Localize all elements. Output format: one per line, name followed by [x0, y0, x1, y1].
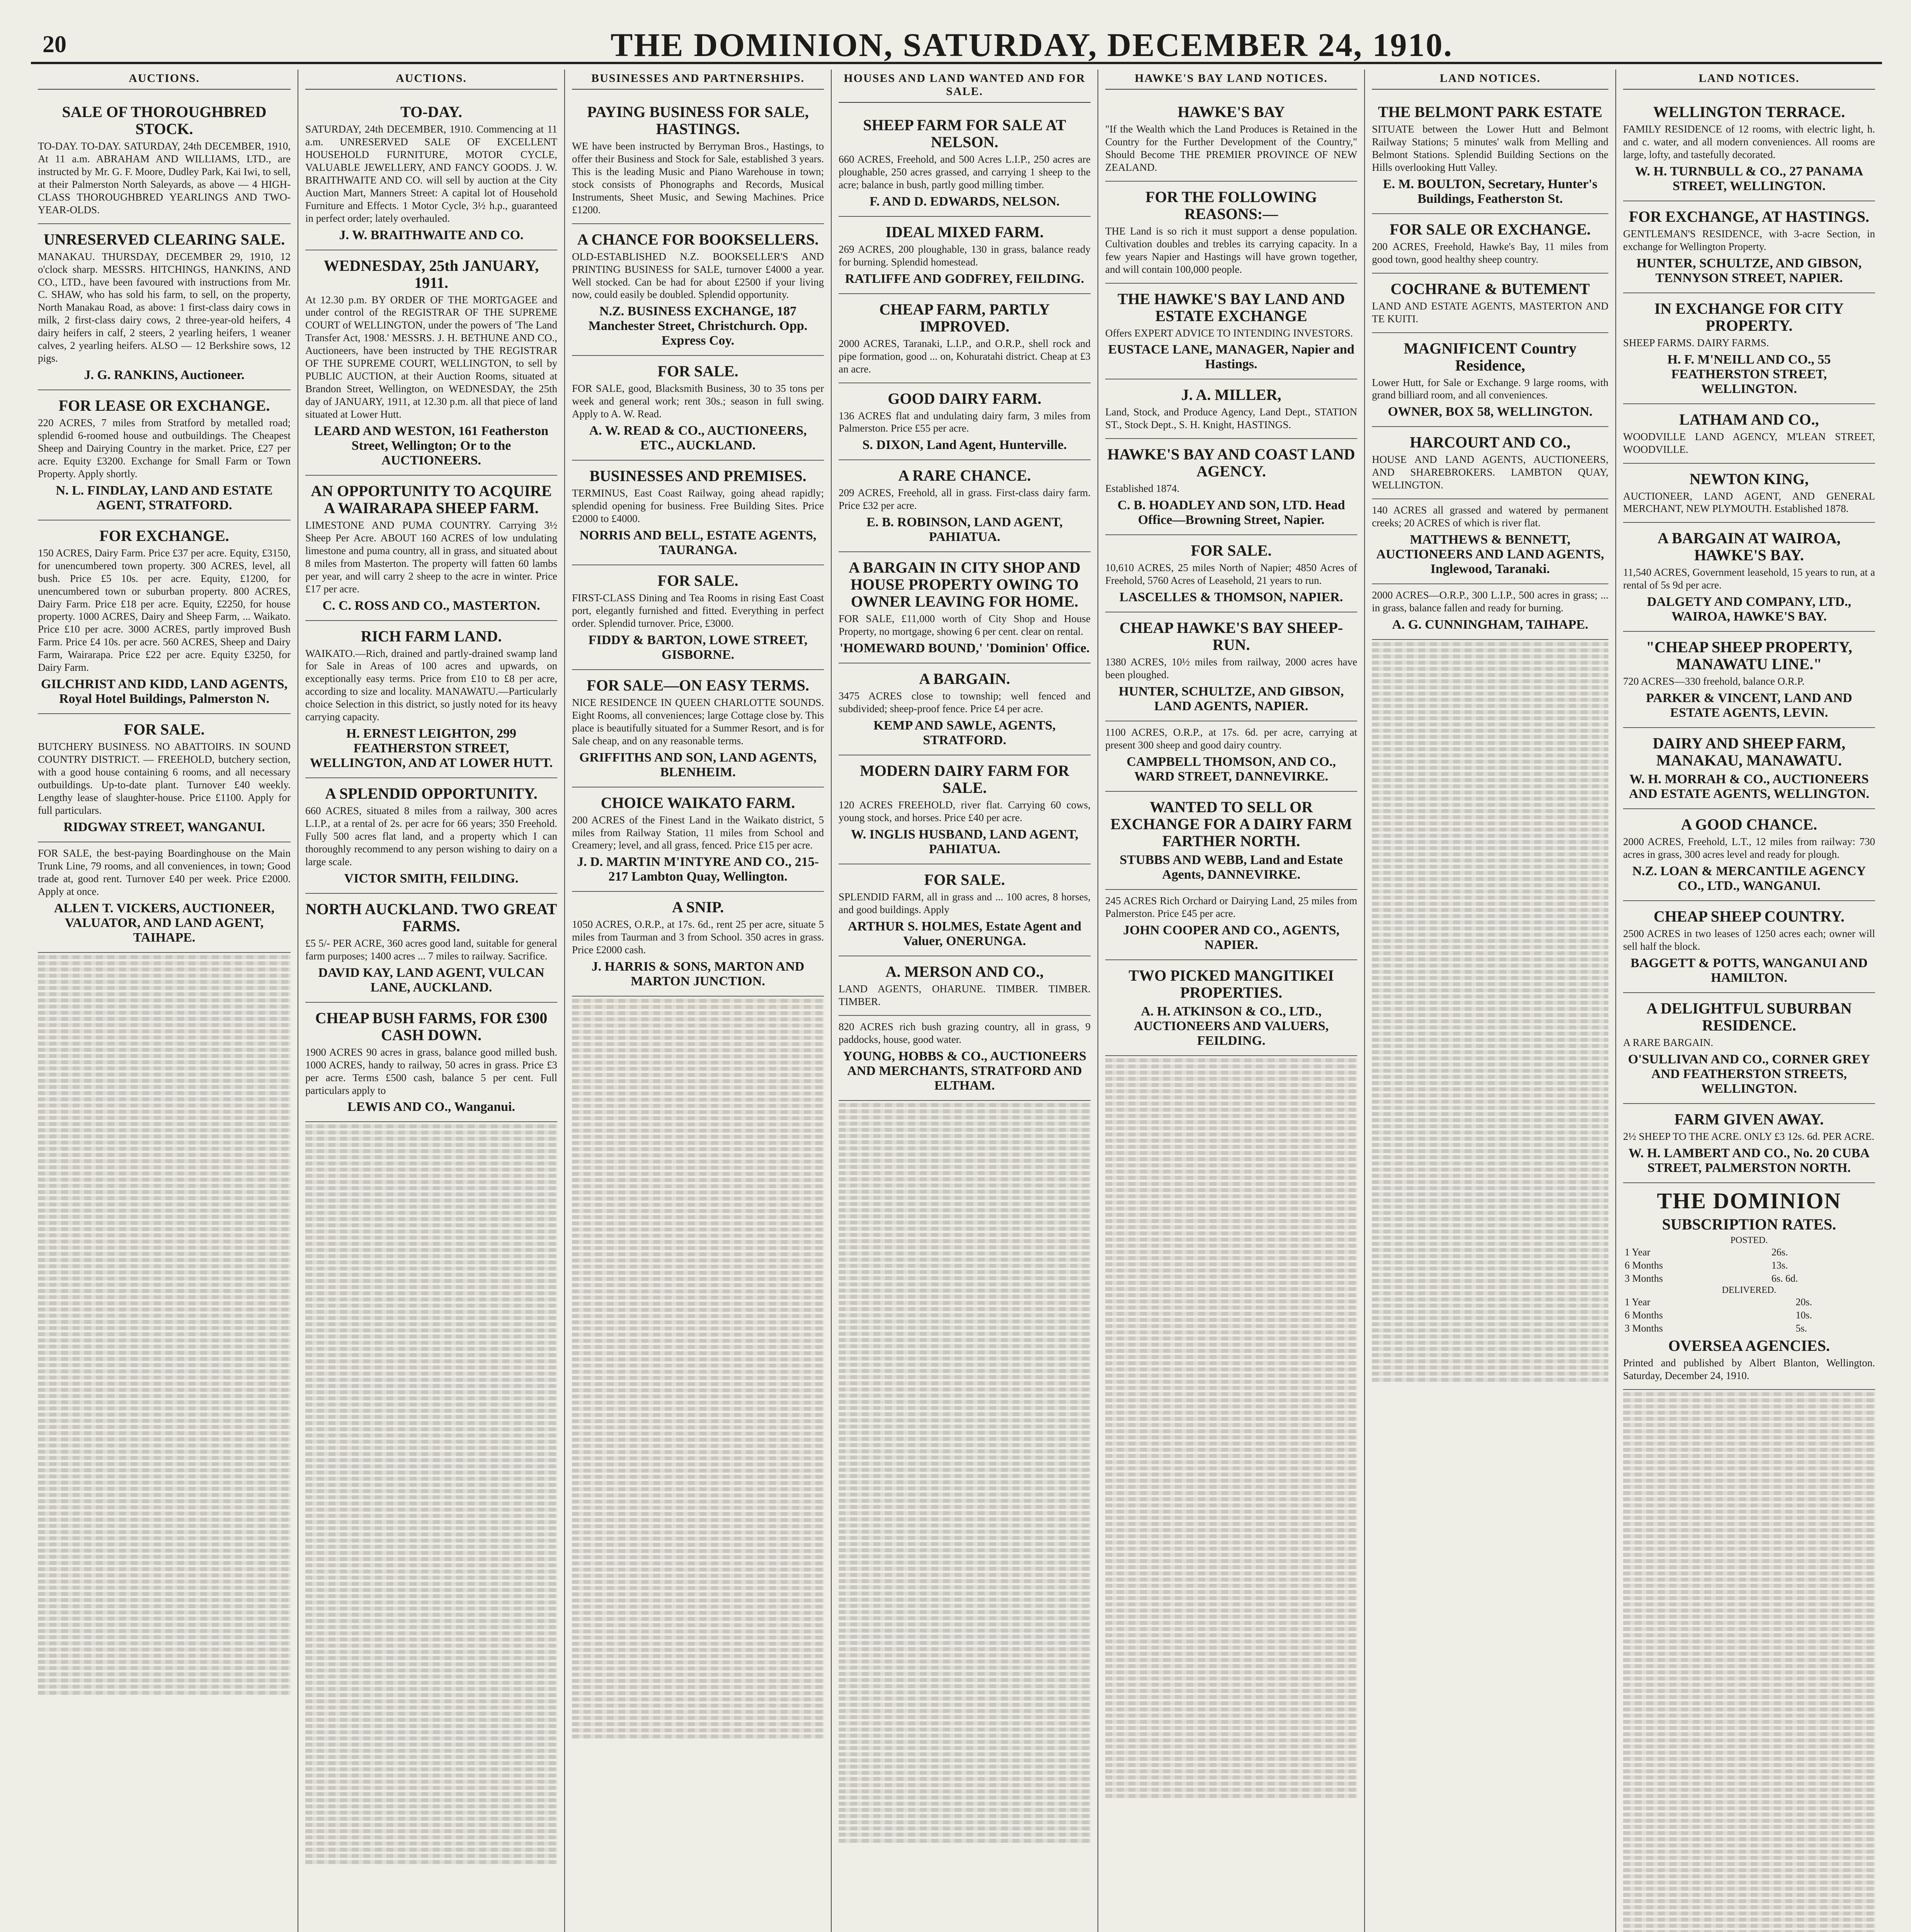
ad-title: CHEAP HAWKE'S BAY SHEEP-RUN.: [1119, 619, 1343, 654]
ad-signature: RATLIFFE AND GODFREY, FEILDING.: [845, 271, 1084, 286]
ad-body: BUTCHERY BUSINESS. NO ABATTOIRS. IN SOUND COUNTRY DISTRICT. — FREEHOLD, butchery section, with a good house containing 6 rooms, and all necessary outbuildings. Up-to-date plant. Turnover £40 weekly. Lengthy lease of slaughter-house. Price £1100. Apply for full particulars.: [38, 741, 291, 816]
ad-title: FOR SALE.: [657, 572, 739, 589]
ad-title: NEWTON KING,: [1689, 470, 1809, 488]
posted-label: POSTED.: [1730, 1235, 1768, 1245]
rate-price: 6s. 6d.: [1771, 1272, 1798, 1284]
ad-signature: GILCHRIST AND KIDD, LAND AGENTS, Royal Hotel Buildings, Palmerston N.: [41, 677, 288, 706]
ad-body: 220 ACRES, 7 miles from Stratford by metalled road; splendid 6-roomed house and outbuildings. The Cheapest Sheep and Dairying Country in the market. Price, £27 per acre. Equity £3200. Exchange for Small Farm or Town Property. Apply shortly.: [38, 417, 291, 480]
ad-signature: H. ERNEST LEIGHTON, 299 FEATHERSTON STREET, WELLINGTON, AND AT LOWER HUTT.: [310, 726, 553, 770]
ad-title: FOR EXCHANGE, AT HASTINGS.: [1629, 207, 1869, 225]
ad-body: 200 ACRES, Freehold, Hawke's Bay, 11 miles from good town, good healthy sheep country.: [1372, 240, 1608, 265]
ad-body: 11,540 ACRES, Government leasehold, 15 years to run, at a rental of 5s 9d per acre.: [1623, 566, 1875, 591]
column-2: [564, 70, 831, 1932]
delivered-rates-table: [1623, 1296, 1875, 1335]
ad-body: HOUSE AND LAND AGENTS, AUCTIONEERS, AND SHAREBROKERS. LAMBTON QUAY, WELLINGTON.: [1372, 454, 1608, 491]
rate-term: 6 Months: [1625, 1309, 1663, 1321]
ad-title: IN EXCHANGE FOR CITY PROPERTY.: [1654, 299, 1844, 334]
advertisement: [572, 356, 824, 461]
ad-signature: S. DIXON, Land Agent, Hunterville.: [862, 438, 1067, 452]
ad-title: COCHRANE & BUTEMENT: [1390, 280, 1590, 298]
ad-title: DAIRY AND SHEEP FARM, MANAKAU, MANAWATU.: [1652, 735, 1846, 769]
advertisement: [839, 864, 1091, 956]
ad-signature: N. L. FINDLAY, LAND AND ESTATE AGENT, STRATFORD.: [56, 483, 273, 512]
ad-title: CHEAP FARM, PARTLY IMPROVED.: [879, 300, 1050, 335]
ad-body: 209 ACRES, Freehold, all in grass. First-class dairy farm. Price £32 per acre.: [839, 487, 1091, 512]
ad-title: MAGNIFICENT Country Residence,: [1404, 339, 1577, 374]
ad-signature: BAGGETT & POTTS, WANGANUI AND HAMILTON.: [1630, 956, 1868, 985]
subscription-subtitle: SUBSCRIPTION RATES.: [1662, 1215, 1836, 1233]
ad-title: A BARGAIN IN CITY SHOP AND HOUSE PROPERTY OWING TO OWNER LEAVING FOR HOME.: [849, 559, 1081, 611]
ad-title: FOR SALE OR EXCHANGE.: [1389, 220, 1591, 238]
advertisement: [305, 476, 557, 621]
ad-signature: CAMPBELL THOMSON, AND CO., WARD STREET, DANNEVIRKE.: [1127, 754, 1336, 784]
ad-title: A BARGAIN AT WAIROA, HAWKE'S BAY.: [1657, 529, 1841, 564]
ad-body: 1100 ACRES, O.R.P., at 17s. 6d. per acre, carrying at present 300 sheep and good dairy country.: [1105, 726, 1357, 751]
ad-title: A BARGAIN.: [919, 670, 1010, 688]
ad-title: THE BELMONT PARK ESTATE: [1378, 103, 1603, 121]
ad-body: 150 ACRES, Dairy Farm. Price £37 per acre. Equity, £3150, for unencumbered town property. 300 ACRES, level, all bush. Price £5 10s. per acre. Equity, £1200, for unencumbered town or suburban property. 800 ACRES, Dairy Farm. Price £18 per acre. Equity, £2250, for house property. 1000 ACRES, Dairy and Sheep Farm, ... Waikato. Price £10 per acre. 3000 ACRES, partly improved Bush Farm. Price £4 10s. per acre. 560 ACRES, Sheep and Dairy Farm, Wairarapa. Price £22 per acre. Equity £3250, for Dairy Farm.: [38, 547, 291, 673]
advertisement: [1105, 612, 1357, 721]
rate-price: 5s.: [1795, 1322, 1807, 1334]
advertisement: [305, 621, 557, 779]
ad-body: 200 ACRES of the Finest Land in the Waikato district, 5 miles from Railway Station, 11 miles from School and Creamery; level, and all grass, fenced. Price £15 per acre.: [572, 814, 824, 851]
advertisement: [305, 894, 557, 1003]
ad-body: MANAKAU. THURSDAY, DECEMBER 29, 1910, 12 o'clock sharp. MESSRS. HITCHINGS, HANKINS, AND CO., LTD., have been favoured with instructions from Mr. C. SHAW, who has sold his farm, to sell, on the property, North Manakau Road, as above: 1 first-class dairy cows in milk, 2 first-class dairy cows, 2 three-year-old heifers, 4 dairy heifers in calf, 2 steers, 2 yearling heifers, 1 weaner calves, 2 yearling heifers. ALSO — 12 Berkshire sows, 12 pigs.: [38, 250, 291, 364]
ad-signature: JOHN COOPER AND CO., AGENTS, NAPIER.: [1123, 923, 1340, 952]
ad-signature: F. AND D. EDWARDS, NELSON.: [870, 194, 1060, 209]
ad-signature: E. B. ROBINSON, LAND AGENT, PAHIATUA.: [866, 515, 1063, 544]
ad-body: 2500 ACRES in two leases of 1250 acres each; owner will sell half the block.: [1623, 928, 1875, 952]
advertisement: [839, 956, 1091, 1016]
ad-signature: ALLEN T. VICKERS, AUCTIONEER, VALUATOR, AND LAND AGENT, TAIHAPE.: [54, 901, 275, 945]
rate-row: [1623, 1246, 1875, 1259]
ad-signature: RIDGWAY STREET, WANGANUI.: [63, 820, 265, 834]
subscription-rates: [1623, 1183, 1875, 1390]
rate-price: 13s.: [1771, 1259, 1788, 1271]
column-heading: LAND NOTICES.: [1372, 70, 1608, 90]
ad-body: 140 ACRES all grassed and watered by permanent creeks; 20 ACRES of which is river flat.: [1372, 504, 1608, 529]
advertisement: [1105, 721, 1357, 792]
advertisement: [305, 778, 557, 894]
ad-signature: N.Z. LOAN & MERCANTILE AGENCY CO., LTD., WANGANUI.: [1632, 864, 1866, 893]
advertisement: [305, 250, 557, 476]
ad-title: CHEAP SHEEP COUNTRY.: [1654, 908, 1845, 925]
masthead: [31, 23, 1882, 64]
advertisement: [839, 552, 1091, 663]
ad-signature: W. H. TURNBULL & CO., 27 PANAMA STREET, WELLINGTON.: [1635, 164, 1863, 193]
ad-body: TO-DAY. TO-DAY. SATURDAY, 24th DECEMBER, 1910, At 11 a.m. ABRAHAM AND WILLIAMS, LTD., are instructed by Mr. G. F. Moore, Dudley Park, Kai Iwi, to sell, at their Palmerston North Saleyards, as above — 4 HIGH-CLASS THOROUGHBRED YEARLINGS AND TWO-YEAR-OLDS.: [38, 140, 291, 216]
column-heading: AUCTIONS.: [305, 70, 557, 90]
rate-term: 1 Year: [1625, 1246, 1651, 1258]
ad-body: 245 ACRES Rich Orchard or Dairying Land, 25 miles from Palmerston. Price £45 per acre.: [1105, 895, 1357, 919]
advertisement: [1372, 214, 1608, 274]
ad-body: 1900 ACRES 90 acres in grass, balance good milled bush. 1000 ACRES, handy to railway, 50 acres in grass. Price £3 per acre. Terms £500 cash, balance 5 per cent. Full particulars apply to: [305, 1046, 557, 1096]
advertisement: [1623, 901, 1875, 993]
advertisement: [1105, 284, 1357, 380]
advertisement: [839, 294, 1091, 383]
ad-title: A. MERSON AND CO.,: [885, 963, 1044, 980]
ad-signature: J. HARRIS & SONS, MARTON AND MARTON JUNCTION.: [591, 959, 805, 989]
ad-title: FOR SALE.: [657, 362, 739, 380]
print-texture: [38, 955, 291, 1695]
column-5: [1364, 70, 1615, 1932]
ad-title: IDEAL MIXED FARM.: [885, 223, 1044, 241]
advertisement: [1623, 809, 1875, 901]
ad-body: Land, Stock, and Produce Agency, Land Dept., STATION ST., Stock Dept., S. H. Knight, HASTINGS.: [1105, 406, 1357, 431]
ad-body: OLD-ESTABLISHED N.Z. BOOKSELLER'S AND PRINTING BUSINESS for SALE, turnover £4000 a year. Well stocked. Can be had for about £2500 if your living now, could easily be doubled. Splendid opportunity.: [572, 250, 824, 301]
advertisement: [1623, 632, 1875, 728]
ad-title: FOR LEASE OR EXCHANGE.: [58, 397, 270, 415]
ad-body: THE Land is so rich it must support a dense population. Cultivation doubles and trebles its carrying capacity. In a few years Napier and Hastings will have grown together, and will contain 100,000 people.: [1105, 225, 1357, 275]
ad-body: SPLENDID FARM, all in grass and ... 100 acres, 8 horses, and good buildings. Apply: [839, 891, 1091, 915]
ad-signature: HUNTER, SCHULTZE, AND GIBSON, TENNYSON STREET, NAPIER.: [1636, 256, 1862, 285]
ad-body: GENTLEMAN'S RESIDENCE, with 3-acre Section, in exchange for Wellington Property.: [1623, 228, 1875, 252]
ad-title: A GOOD CHANCE.: [1681, 816, 1817, 833]
ad-body: SATURDAY, 24th DECEMBER, 1910. Commencing at 11 a.m. UNRESERVED SALE OF EXCELLENT HOUSEHOLD FURNITURE, MOTOR CYCLE, VALUABLE JEWELLERY, AND FANCY GOODS. J. W. BRAITHWAITE AND CO. will sell by auction at the City Auction Mart, Manners Street: A capital lot of Household Furniture and Effects. 1 Motor Cycle, 3½ h.p., guaranteed in perfect order; lately overhauled.: [305, 123, 557, 224]
ad-title: WEDNESDAY, 25th JANUARY, 1911.: [323, 257, 539, 291]
rate-row: [1623, 1272, 1875, 1285]
column-0: [31, 70, 298, 1932]
ad-title: LATHAM AND CO.,: [1679, 410, 1819, 428]
ad-signature: LASCELLES & THOMSON, NAPIER.: [1119, 590, 1343, 605]
rate-row: [1623, 1259, 1875, 1272]
ad-body: 660 ACRES, Freehold, and 500 Acres L.I.P., 250 acres are ploughable, 250 acres grassed, and carrying 1 sheep to the acre; balance in bush, partly good milling timber.: [839, 153, 1091, 190]
ad-title: SALE OF THOROUGHBRED STOCK.: [62, 103, 267, 138]
ad-body: FOR SALE, the best-paying Boardinghouse on the Main Trunk Line, 79 rooms, and all conveniences, in town; Good trade at, good rent. Turnover £40 per week. Price £2000. Apply at once.: [38, 847, 291, 897]
column-heading: AUCTIONS.: [38, 70, 291, 90]
advertisement: [1623, 1104, 1875, 1183]
ad-body: 1050 ACRES, O.R.P., at 17s. 6d., rent 25 per acre, situate 5 miles from Taurman and 3 from School. 350 acres in grass. Price £2000 cash.: [572, 918, 824, 956]
ad-signature: J. W. BRAITHWAITE AND CO.: [339, 228, 524, 242]
rate-price: 26s.: [1771, 1246, 1788, 1258]
advertisement: [572, 787, 824, 892]
print-texture: [1623, 1392, 1875, 1932]
advertisement: [1623, 97, 1875, 201]
ad-body: 2000 ACRES—O.R.P., 300 L.I.P., 500 acres in grass; ... in grass, balance fallen and ready for burning.: [1372, 589, 1608, 614]
ad-title: FOR SALE.: [1191, 542, 1272, 560]
ad-body: 136 ACRES flat and undulating dairy farm, 3 miles from Palmerston. Price £55 per acre.: [839, 410, 1091, 434]
ad-body: LIMESTONE AND PUMA COUNTRY. Carrying 3½ Sheep Per Acre. ABOUT 160 ACRES of low undulating limestone and puma country, all in grass, and situated about 8 miles from Masterton. The property will fatten 60 lambs per year, and will carry 2 sheep to the acre in winter. Price £17 per acre.: [305, 519, 557, 595]
rate-row: [1623, 1296, 1875, 1309]
rate-term: 1 Year: [1625, 1296, 1651, 1308]
ad-signature: W. H. LAMBERT AND CO., No. 20 CUBA STREET, PALMERSTON NORTH.: [1628, 1146, 1870, 1175]
ad-signature: W. H. MORRAH & CO., AUCTIONEERS AND ESTATE AGENTS, WELLINGTON.: [1629, 772, 1869, 801]
ad-title: HAWKE'S BAY AND COAST LAND AGENCY.: [1107, 446, 1355, 480]
advertisement: [38, 520, 291, 714]
ad-title: FOR SALE.: [924, 871, 1005, 888]
ad-signature: VICTOR SMITH, FEILDING.: [344, 871, 519, 886]
ad-title: A SNIP.: [672, 898, 724, 916]
ad-signature: 'HOMEWARD BOUND,' 'Dominion' Office.: [839, 641, 1090, 656]
ad-body: FOR SALE, good, Blacksmith Business, 30 to 35 tons per week and general work; rent 30s.; season in full swing. Apply to A. W. Read.: [572, 383, 824, 420]
advertisement: [839, 217, 1091, 294]
ad-title: GOOD DAIRY FARM.: [888, 389, 1041, 407]
ad-signature: YOUNG, HOBBS & CO., AUCTIONEERS AND MERCHANTS, STRATFORD AND ELTHAM.: [842, 1049, 1087, 1093]
ad-signature: C. B. HOADLEY AND SON, LTD. Head Office—Browning Street, Napier.: [1117, 498, 1345, 527]
ad-signature: A. H. ATKINSON & CO., LTD., AUCTIONEERS AND VALUERS, FEILDING.: [1133, 1004, 1329, 1048]
advertisement: [1623, 201, 1875, 293]
advertisement: [1372, 97, 1608, 214]
ad-title: WELLINGTON TERRACE.: [1653, 103, 1845, 121]
column-6: [1615, 70, 1882, 1932]
ad-title: FOR SALE—ON EASY TERMS.: [587, 676, 809, 694]
ad-body: SHEEP FARMS. DAIRY FARMS.: [1623, 337, 1769, 349]
ad-title: CHOICE WAIKATO FARM.: [601, 794, 795, 811]
column-heading: HOUSES AND LAND WANTED AND FOR SALE.: [839, 70, 1091, 103]
rate-term: 6 Months: [1625, 1259, 1663, 1271]
advertisement: [1623, 523, 1875, 632]
ad-signature: GRIFFITHS AND SON, LAND AGENTS, BLENHEIM.: [579, 750, 817, 779]
ad-signature: FIDDY & BARTON, LOWE STREET, GISBORNE.: [588, 633, 808, 662]
advertisement: [1105, 535, 1357, 612]
ad-signature: KEMP AND SAWLE, AGENTS, STRATFORD.: [873, 718, 1056, 747]
rate-price: 20s.: [1795, 1296, 1812, 1308]
advertisement: [1623, 993, 1875, 1104]
ad-body: WAIKATO.—Rich, drained and partly-drained swamp land for Sale in Areas of 100 acres and upwards, on exceptionally easy terms. Price from £10 to £8 per acre, according to size and locality. MANAWATU.—Particularly choice Selection in this district, so justly noted for its heavy carrying capacity.: [305, 647, 557, 723]
column-4: [1098, 70, 1364, 1932]
ad-title: PAYING BUSINESS FOR SALE, HASTINGS.: [587, 103, 809, 138]
ad-body: 2½ SHEEP TO THE ACRE. ONLY £3 12s. 6d. PER ACRE.: [1623, 1130, 1875, 1142]
advertisement: [38, 224, 291, 390]
ad-title: THE HAWKE'S BAY LAND AND ESTATE EXCHANGE: [1117, 290, 1345, 325]
ad-title: BUSINESSES AND PREMISES.: [589, 467, 807, 485]
ad-body: 269 ACRES, 200 ploughable, 130 in grass, balance ready for burning. Splendid homestead.: [839, 243, 1091, 268]
print-texture: [305, 1124, 557, 1864]
ad-body: 3475 ACRES close to township; well fenced and subdivided; sheep-proof fence. Price £4 per acre.: [839, 690, 1091, 715]
advertisement: [38, 97, 291, 224]
ad-signature: PARKER & VINCENT, LAND AND ESTATE AGENTS, LEVIN.: [1646, 691, 1852, 720]
advertisement: [38, 390, 291, 520]
ad-signature: HUNTER, SCHULTZE, AND GIBSON, LAND AGENTS, NAPIER.: [1118, 684, 1344, 713]
ad-body: £5 5/- PER ACRE, 360 acres good land, suitable for general farm purposes; 1400 acres ... 7 miles to railway. Sacrifice.: [305, 937, 557, 962]
ad-signature: H. F. M'NEILL AND CO., 55 FEATHERSTON STREET, WELLINGTON.: [1667, 352, 1831, 396]
ad-body: "If the Wealth which the Land Produces is Retained in the Country for the Further Development of the Country," Should Become THE PREMIER PROVINCE OF NEW ZEALAND.: [1105, 123, 1357, 173]
ad-title: CHEAP BUSH FARMS, FOR £300 CASH DOWN.: [315, 1009, 548, 1044]
ad-title: HARCOURT AND CO.,: [1410, 434, 1571, 451]
posted-rates-table: [1623, 1246, 1875, 1285]
advertisement: [1623, 728, 1875, 809]
ad-signature: O'SULLIVAN AND CO., CORNER GREY AND FEATHERSTON STREETS, WELLINGTON.: [1628, 1052, 1870, 1096]
ad-body: LAND AGENTS, OHARUNE. TIMBER. TIMBER. TIMBER.: [839, 983, 1091, 1007]
ad-signature: NORRIS AND BELL, ESTATE AGENTS, TAURANGA.: [579, 528, 817, 557]
advertisement: [839, 663, 1091, 755]
columns-container: [31, 70, 1882, 1932]
ad-body: WOODVILLE LAND AGENCY, M'LEAN STREET, WOODVILLE.: [1623, 430, 1875, 455]
advertisement: [305, 97, 557, 250]
ad-body: Lower Hutt, for Sale or Exchange. 9 large rooms, with grand billiard room, and all conveniences.: [1372, 376, 1608, 401]
advertisement: [1372, 333, 1608, 427]
ad-body: FAMILY RESIDENCE of 12 rooms, with electric light, h. and c. water, and all modern conveniences. All rooms are large, lofty, and tastefully decorated.: [1623, 123, 1875, 160]
ad-title: FOR EXCHANGE.: [99, 527, 229, 544]
ad-title: TWO PICKED MANGITIKEI PROPERTIES.: [1128, 966, 1334, 1001]
print-texture: [1372, 642, 1608, 1382]
ad-body: A RARE BARGAIN.: [1623, 1036, 1714, 1048]
ad-signature: DAVID KAY, LAND AGENT, VULCAN LANE, AUCKLAND.: [318, 965, 545, 995]
ad-body: 2000 ACRES, Taranaki, L.I.P., and O.R.P., shell rock and pipe formation, good ... on, Kohuratahi district. Cheap at £3 an acre.: [839, 337, 1091, 375]
ad-signature: A. W. READ & CO., AUCTIONEERS, ETC., AUCKLAND.: [589, 423, 807, 453]
advertisement: [1105, 97, 1357, 182]
advertisement: [38, 714, 291, 842]
ad-title: NORTH AUCKLAND. TWO GREAT FARMS.: [305, 900, 557, 935]
advertisement: [1105, 792, 1357, 890]
rate-row: [1623, 1309, 1875, 1322]
ad-signature: EUSTACE LANE, MANAGER, Napier and Hastings.: [1108, 342, 1355, 372]
advertisement: [572, 892, 824, 997]
ad-body: Established 1874.: [1105, 483, 1179, 495]
imprint-footer: Printed and published by Albert Blanton, Wellington. Saturday, December 24, 1910.: [1623, 1357, 1875, 1381]
column-heading: HAWKE'S BAY LAND NOTICES.: [1105, 70, 1357, 90]
advertisement: [38, 842, 291, 953]
advertisement: [839, 1016, 1091, 1101]
ad-signature: J. G. RANKINS, Auctioneer.: [84, 368, 245, 383]
ad-signature: MATTHEWS & BENNETT, AUCTIONEERS AND LAND AGENTS, Inglewood, Taranaki.: [1376, 532, 1604, 577]
advertisement: [1372, 584, 1608, 640]
advertisement: [1623, 293, 1875, 404]
ad-title: WANTED TO SELL OR EXCHANGE FOR A DAIRY FARM FARTHER NORTH.: [1110, 798, 1352, 850]
ad-title: AN OPPORTUNITY TO ACQUIRE A WAIRARAPA SHEEP FARM.: [311, 482, 552, 517]
advertisement: [572, 224, 824, 356]
ad-title: FOR THE FOLLOWING REASONS:—: [1145, 188, 1317, 223]
ad-body: LAND AND ESTATE AGENTS, MASTERTON AND TE KUITI.: [1372, 300, 1608, 325]
rate-term: 3 Months: [1625, 1322, 1663, 1334]
advertisement: [572, 97, 824, 224]
ad-signature: LEARD AND WESTON, 161 Featherston Street, Wellington; Or to the AUCTIONEERS.: [314, 423, 549, 468]
ad-title: UNRESERVED CLEARING SALE.: [43, 230, 285, 248]
ad-body: SITUATE between the Lower Hutt and Belmont Railway Stations; 5 minutes' walk from Melling and Belmont Stations. Splendid Building Sections on the Hills overlooking Hutt Valley.: [1372, 123, 1608, 173]
ad-body: 2000 ACRES, Freehold, L.T., 12 miles from railway: 730 acres in grass, 300 acres level and ready for plough.: [1623, 836, 1875, 861]
ad-title: "CHEAP SHEEP PROPERTY, MANAWATU LINE.": [1646, 638, 1852, 673]
advertisement: [839, 110, 1091, 217]
advertisement: [1105, 182, 1357, 284]
ad-title: A RARE CHANCE.: [898, 467, 1031, 485]
ad-body: 10,610 ACRES, 25 miles North of Napier; 4850 Acres of Freehold, 5760 Acres of Leasehold, 21 years to run.: [1105, 562, 1357, 587]
advertisement: [1105, 890, 1357, 960]
ad-body: AUCTIONEER, LAND AGENT, AND GENERAL MERCHANT, NEW PLYMOUTH. Established 1878.: [1623, 490, 1875, 515]
advertisement: [305, 1003, 557, 1122]
advertisement: [839, 383, 1091, 461]
ad-signature: ARTHUR S. HOLMES, Estate Agent and Valuer, ONERUNGA.: [847, 919, 1082, 948]
ad-title: J. A. MILLER,: [1181, 386, 1281, 404]
ad-signature: C. C. ROSS AND CO., MASTERTON.: [322, 598, 540, 613]
ad-title: TO-DAY.: [400, 103, 462, 121]
advertisement: [1623, 404, 1875, 464]
ad-signature: W. INGLIS HUSBAND, LAND AGENT, PAHIATUA.: [851, 827, 1079, 856]
ad-body: At 12.30 p.m. BY ORDER OF THE MORTGAGEE and under control of the REGISTRAR OF THE SUPREME COURT of WELLINGTON, under the powers of 'The Land Transfer Act, 1908.' MESSRS. J. H. BETHUNE AND CO., Auctioneers, have been instructed by THE REGISTRAR OF THE SUPREME COURT, WELLINGTON, to sell by PUBLIC AUCTION, at their Auction Rooms, situated at Brandon Street, Wellington, on WEDNESDAY, the 25th day of JANUARY, 1911, at 12.30 p.m. all that piece of land situated at Lower Hutt.: [305, 294, 557, 420]
rate-price: 10s.: [1795, 1309, 1812, 1321]
ad-signature: N.Z. BUSINESS EXCHANGE, 187 Manchester Street, Christchurch. Opp. Express Coy.: [588, 304, 808, 348]
column-3: [831, 70, 1098, 1932]
advertisement: [1105, 960, 1357, 1056]
ad-body: 720 ACRES—330 freehold, balance O.R.P.: [1623, 675, 1805, 687]
ad-signature: A. G. CUNNINGHAM, TAIHAPE.: [1392, 617, 1588, 632]
ad-body: NICE RESIDENCE IN QUEEN CHARLOTTE SOUNDS. Eight Rooms, all conveniences; large Cottage close by. This place is beautifully situated for a Summer Resort, and is for Sale cheap, and on any reasonable terms.: [572, 696, 824, 747]
oversea-agencies-label: OVERSEA AGENCIES.: [1668, 1337, 1830, 1354]
ad-body: 1380 ACRES, 10½ miles from railway, 2000 acres have been ploughed.: [1105, 656, 1357, 681]
ad-signature: LEWIS AND CO., Wanganui.: [347, 1100, 515, 1114]
ad-body: WE have been instructed by Berryman Bros., Hastings, to offer their Business and Stock for Sale, established 3 years. This is the leading Music and Piano Warehouse in town; stock consists of Phonographs and Records, Musical Instruments, Sheet Music, and Sewing Machines. Price £1200.: [572, 140, 824, 216]
advertisement: [839, 755, 1091, 864]
ad-title: HAWKE'S BAY: [1178, 103, 1285, 121]
advertisement: [1105, 379, 1357, 439]
ad-title: A DELIGHTFUL SUBURBAN RESIDENCE.: [1646, 999, 1852, 1034]
advertisement: [572, 565, 824, 670]
print-texture: [572, 999, 824, 1738]
ad-title: SHEEP FARM FOR SALE AT NELSON.: [863, 116, 1066, 151]
ad-body: TERMINUS, East Coast Railway, going ahead rapidly; splendid opening for business. Free Building Sites. Price £2000 to £4000.: [572, 487, 824, 525]
advertisement: [572, 670, 824, 787]
page-number: 20: [43, 31, 66, 58]
ad-title: MODERN DAIRY FARM FOR SALE.: [860, 762, 1069, 796]
ad-body: FOR SALE, £11,000 worth of City Shop and House Property, no mortgage, showing 6 per cent. clear on rental.: [839, 613, 1091, 638]
advertisement: [1105, 439, 1357, 535]
ad-signature: STUBBS AND WEBB, Land and Estate Agents, DANNEVIRKE.: [1120, 852, 1343, 882]
ad-body: 120 ACRES FREEHOLD, river flat. Carrying 60 cows, young stock, and horses. Price £40 per acre.: [839, 799, 1091, 823]
ad-signature: J. D. MARTIN M'INTYRE AND CO., 215-217 Lambton Quay, Wellington.: [577, 855, 819, 884]
delivered-label: DELIVERED.: [1722, 1285, 1777, 1295]
ad-title: RICH FARM LAND.: [361, 627, 502, 645]
ad-body: 820 ACRES rich bush grazing country, all in grass, 9 paddocks, house, good water.: [839, 1020, 1091, 1045]
ad-title: A SPLENDID OPPORTUNITY.: [325, 785, 538, 803]
advertisement: [1372, 499, 1608, 584]
ad-signature: DALGETY AND COMPANY, LTD., WAIROA, HAWKE'S BAY.: [1647, 595, 1851, 624]
rate-row: [1623, 1322, 1875, 1335]
column-heading: BUSINESSES AND PARTNERSHIPS.: [572, 70, 824, 90]
newspaper-title: THE DOMINION, SATURDAY, DECEMBER 24, 1910.: [611, 26, 1453, 63]
ad-title: FOR SALE.: [124, 721, 205, 738]
advertisement: [1623, 464, 1875, 523]
advertisement: [1372, 427, 1608, 499]
column-heading: LAND NOTICES.: [1623, 70, 1875, 90]
advertisement: [572, 461, 824, 565]
ad-title: FARM GIVEN AWAY.: [1674, 1110, 1824, 1128]
ad-body: FIRST-CLASS Dining and Tea Rooms in rising East Coast port, elegantly furnished and fitted. Everything in perfect order. Splendid turnover. Price, £3000.: [572, 592, 824, 629]
print-texture: [839, 1103, 1091, 1843]
subscription-title: THE DOMINION: [1657, 1188, 1841, 1213]
column-1: [298, 70, 564, 1932]
print-texture: [1105, 1058, 1357, 1798]
ad-body: 660 ACRES, situated 8 miles from a railway, 300 acres L.I.P., at a rental of 2s. per acre for 66 years; 350 Freehold. Fully 500 acres flat land, and a property which I can thoroughly recommend to any person wishing to dairy on a large scale.: [305, 805, 557, 867]
ad-title: A CHANCE FOR BOOKSELLERS.: [577, 230, 819, 248]
rate-term: 3 Months: [1625, 1272, 1663, 1284]
ad-signature: E. M. BOULTON, Secretary, Hunter's Buildings, Featherston St.: [1383, 177, 1598, 206]
advertisement: [839, 460, 1091, 552]
advertisement: [1372, 274, 1608, 333]
ad-body: Offers EXPERT ADVICE TO INTENDING INVESTORS.: [1105, 327, 1353, 339]
ad-signature: OWNER, BOX 58, WELLINGTON.: [1388, 405, 1593, 419]
